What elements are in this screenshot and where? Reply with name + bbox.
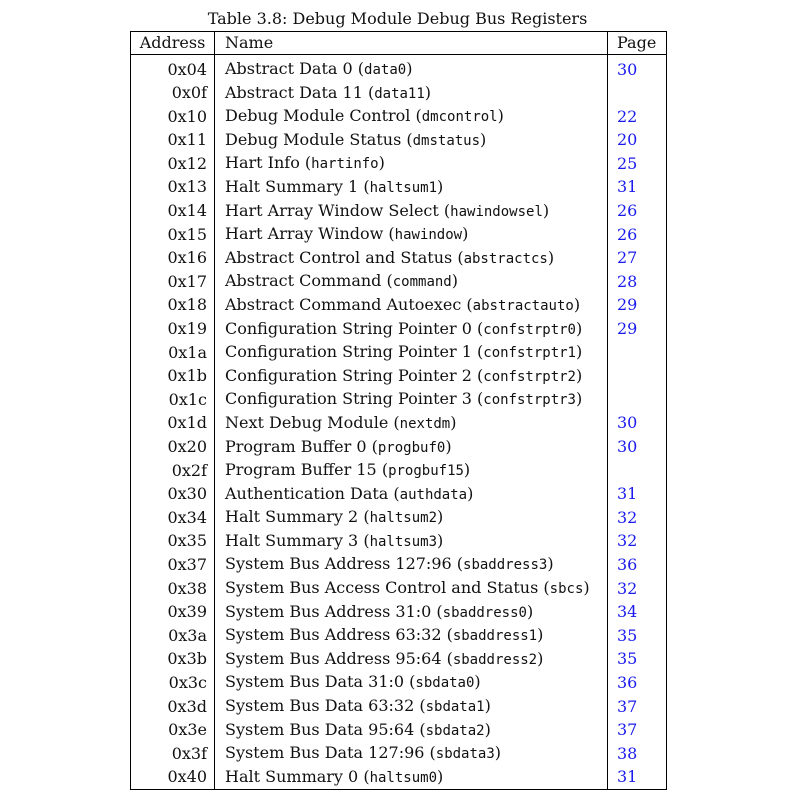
register-mnemonic: dmstatus — [412, 132, 481, 149]
register-name-cell: Hart Array Window (hawindow) — [215, 223, 608, 247]
page-link[interactable]: 32 — [608, 577, 667, 601]
register-address: 0x3b — [131, 648, 215, 672]
table-row — [131, 483, 667, 507]
page-link[interactable]: 30 — [608, 55, 667, 82]
register-name: System Bus Address 95:64 — [225, 648, 442, 668]
register-mnemonic: sbdata3 — [435, 746, 495, 763]
register-address: 0x04 — [131, 55, 215, 82]
table-row — [131, 223, 667, 247]
debug-bus-registers-table — [130, 31, 667, 790]
register-mnemonic: authdata — [399, 486, 468, 503]
column-header-page: Page — [608, 32, 667, 55]
page-link[interactable]: 27 — [608, 247, 667, 271]
table-row — [131, 341, 667, 365]
register-address: 0x13 — [131, 176, 215, 200]
register-address: 0x15 — [131, 223, 215, 247]
register-name: Halt Summary 3 — [225, 530, 359, 550]
register-name-cell: System Bus Data 95:64 (sbdata2) — [215, 719, 608, 743]
register-name-cell: Halt Summary 1 (haltsum1) — [215, 176, 608, 200]
register-name: System Bus Data 31:0 — [225, 672, 405, 692]
table-row — [131, 200, 667, 224]
page-link[interactable]: 31 — [608, 766, 667, 790]
table-row — [131, 459, 667, 483]
page-link[interactable]: 35 — [608, 624, 667, 648]
register-name: Hart Array Window — [225, 224, 384, 244]
page-link[interactable]: 30 — [608, 436, 667, 460]
register-name-cell: Program Buffer 0 (progbuf0) — [215, 436, 608, 460]
register-mnemonic: confstrptr2 — [483, 368, 576, 385]
page-link[interactable]: 31 — [608, 483, 667, 507]
register-name: Next Debug Module — [225, 412, 389, 432]
table-row — [131, 624, 667, 648]
page-link — [608, 459, 667, 483]
register-name: Hart Info — [225, 153, 300, 173]
register-name-cell: System Bus Address 63:32 (sbaddress1) — [215, 624, 608, 648]
register-name: System Bus Data 63:32 — [225, 696, 415, 716]
table-row — [131, 365, 667, 389]
table-row — [131, 719, 667, 743]
register-address: 0x20 — [131, 436, 215, 460]
register-name-cell: System Bus Address 31:0 (sbaddress0) — [215, 601, 608, 625]
column-header-address: Address — [131, 32, 215, 55]
register-mnemonic: data0 — [364, 62, 407, 78]
page-link[interactable]: 36 — [608, 671, 667, 695]
register-mnemonic: haltsum3 — [369, 533, 437, 550]
table-row — [131, 530, 667, 554]
register-address: 0x1b — [131, 365, 215, 389]
register-mnemonic: sbdata2 — [425, 722, 485, 739]
table-row — [131, 270, 667, 294]
page-link[interactable]: 37 — [608, 719, 667, 743]
register-name-cell: Debug Module Status (dmstatus) — [215, 129, 608, 153]
page-link[interactable]: 36 — [608, 553, 667, 577]
table-row — [131, 82, 667, 106]
table-row — [131, 695, 667, 719]
page-link[interactable]: 37 — [608, 695, 667, 719]
table-row — [131, 152, 667, 176]
register-address: 0x1a — [131, 341, 215, 365]
register-mnemonic: confstrptr0 — [483, 321, 576, 338]
register-name: Hart Array Window Select — [225, 200, 439, 220]
table-row — [131, 671, 667, 695]
register-mnemonic: hawindow — [394, 227, 463, 244]
register-name: Configuration String Pointer 2 — [225, 365, 472, 385]
register-name: Halt Summary 1 — [225, 176, 359, 196]
table-row — [131, 388, 667, 412]
register-mnemonic: sbdata1 — [425, 699, 485, 716]
register-mnemonic: sbaddress3 — [463, 557, 548, 574]
register-mnemonic: confstrptr3 — [483, 392, 576, 409]
register-name-cell: Authentication Data (authdata) — [215, 483, 608, 507]
register-mnemonic: sbdata0 — [415, 675, 475, 692]
page-link — [608, 82, 667, 106]
page-link[interactable]: 29 — [608, 294, 667, 318]
page-link — [608, 341, 667, 365]
table-row — [131, 553, 667, 577]
register-name-cell: Halt Summary 2 (haltsum2) — [215, 506, 608, 530]
register-name-cell: System Bus Address 95:64 (sbaddress2) — [215, 648, 608, 672]
register-name: Configuration String Pointer 3 — [225, 389, 472, 409]
table-row — [131, 601, 667, 625]
register-mnemonic: dmcontrol — [421, 109, 498, 126]
page-link[interactable]: 26 — [608, 200, 667, 224]
register-mnemonic: abstractauto — [472, 297, 574, 314]
register-address: 0x0f — [131, 82, 215, 106]
table-row — [131, 129, 667, 153]
register-name: Program Buffer 0 — [225, 436, 367, 456]
register-name-cell: System Bus Data 127:96 (sbdata3) — [215, 742, 608, 766]
page-link[interactable]: 28 — [608, 270, 667, 294]
register-mnemonic: progbuf15 — [388, 463, 464, 480]
register-mnemonic: haltsum1 — [369, 179, 437, 196]
page-link[interactable]: 20 — [608, 129, 667, 153]
table-row — [131, 577, 667, 601]
register-address: 0x17 — [131, 270, 215, 294]
register-address: 0x34 — [131, 506, 215, 530]
page-link[interactable]: 31 — [608, 176, 667, 200]
table-row — [131, 742, 667, 766]
page-link[interactable]: 32 — [608, 530, 667, 554]
table-row — [131, 105, 667, 129]
table-row — [131, 506, 667, 530]
register-mnemonic: command — [392, 274, 452, 291]
register-mnemonic: nextdm — [399, 415, 451, 432]
table-row — [131, 648, 667, 672]
register-name: Configuration String Pointer 1 — [225, 342, 472, 362]
register-name-cell: System Bus Data 31:0 (sbdata0) — [215, 671, 608, 695]
register-name-cell: Configuration String Pointer 1 (confstrptr1) — [215, 341, 608, 365]
register-address: 0x38 — [131, 577, 215, 601]
table-row — [131, 176, 667, 200]
register-address: 0x39 — [131, 601, 215, 625]
register-address: 0x35 — [131, 530, 215, 554]
register-name-cell: Hart Array Window Select (hawindowsel) — [215, 200, 608, 224]
register-name-cell: Abstract Control and Status (abstractcs) — [215, 247, 608, 271]
register-address: 0x14 — [131, 200, 215, 224]
table-row — [131, 294, 667, 318]
page-link[interactable]: 38 — [608, 742, 667, 766]
register-mnemonic: sbaddress2 — [452, 651, 538, 668]
register-mnemonic: sbcs — [549, 581, 584, 598]
register-name-cell: Configuration String Pointer 2 (confstrptr2) — [215, 365, 608, 389]
register-address: 0x3a — [131, 624, 215, 648]
page-link[interactable]: 34 — [608, 601, 667, 625]
register-address: 0x1d — [131, 412, 215, 436]
table-header-row — [131, 32, 667, 55]
register-address: 0x10 — [131, 105, 215, 129]
register-mnemonic: haltsum0 — [369, 769, 437, 786]
register-name: System Bus Address 31:0 — [225, 601, 432, 621]
register-name: System Bus Address 127:96 — [225, 554, 452, 574]
register-name: Configuration String Pointer 0 — [225, 318, 472, 338]
register-address: 0x2f — [131, 459, 215, 483]
page-link — [608, 388, 667, 412]
register-address: 0x3e — [131, 719, 215, 743]
register-name-cell: System Bus Access Control and Status (sbcs) — [215, 577, 608, 601]
register-name: Halt Summary 2 — [225, 507, 359, 527]
register-name: System Bus Data 95:64 — [225, 719, 415, 739]
register-mnemonic: data11 — [374, 85, 425, 102]
register-mnemonic: hawindowsel — [450, 203, 543, 220]
register-mnemonic: confstrptr1 — [483, 345, 576, 362]
register-name-cell: Next Debug Module (nextdm) — [215, 412, 608, 436]
register-name: System Bus Data 127:96 — [225, 743, 425, 763]
register-mnemonic: sbaddress0 — [442, 604, 527, 621]
register-name-cell: Hart Info (hartinfo) — [215, 152, 608, 176]
register-address: 0x40 — [131, 766, 215, 790]
table-caption: Table 3.8: Debug Module Debug Bus Registers — [207, 9, 588, 28]
page-link[interactable]: 32 — [608, 506, 667, 530]
register-mnemonic: haltsum2 — [369, 510, 437, 527]
register-name-cell: Halt Summary 3 (haltsum3) — [215, 530, 608, 554]
register-address: 0x37 — [131, 553, 215, 577]
register-name-cell: System Bus Data 63:32 (sbdata1) — [215, 695, 608, 719]
register-name-cell: Configuration String Pointer 0 (confstrptr0) — [215, 318, 608, 342]
column-header-name: Name — [215, 32, 608, 55]
table-row — [131, 318, 667, 342]
page-link[interactable]: 30 — [608, 412, 667, 436]
page-link — [608, 365, 667, 389]
register-name-cell: Halt Summary 0 (haltsum0) — [215, 766, 608, 790]
register-address: 0x19 — [131, 318, 215, 342]
register-address: 0x12 — [131, 152, 215, 176]
register-mnemonic: sbaddress1 — [452, 628, 538, 645]
table-row — [131, 766, 667, 790]
register-address: 0x16 — [131, 247, 215, 271]
table-row — [131, 412, 667, 436]
register-address: 0x3d — [131, 695, 215, 719]
table-row — [131, 55, 667, 82]
page-link[interactable]: 35 — [608, 648, 667, 672]
page-link[interactable]: 26 — [608, 223, 667, 247]
register-address: 0x1c — [131, 388, 215, 412]
register-name-cell: Abstract Command Autoexec (abstractauto) — [215, 294, 608, 318]
register-mnemonic: hartinfo — [311, 156, 379, 173]
table-row — [131, 436, 667, 460]
register-name: Authentication Data — [225, 483, 389, 503]
page-link[interactable]: 29 — [608, 318, 667, 342]
register-name: Debug Module Control — [225, 106, 411, 126]
register-name: Abstract Control and Status — [225, 247, 453, 267]
register-name: Abstract Command Autoexec — [225, 294, 462, 314]
register-name-cell: Program Buffer 15 (progbuf15) — [215, 459, 608, 483]
register-name: Abstract Data 11 — [225, 82, 363, 102]
register-address: 0x3f — [131, 742, 215, 766]
register-mnemonic: abstractcs — [463, 250, 548, 267]
table-row — [131, 247, 667, 271]
register-name-cell: Debug Module Control (dmcontrol) — [215, 105, 608, 129]
register-name: Debug Module Status — [225, 129, 402, 149]
page-link[interactable]: 22 — [608, 105, 667, 129]
register-address: 0x18 — [131, 294, 215, 318]
register-name: System Bus Address 63:32 — [225, 625, 442, 645]
register-address: 0x30 — [131, 483, 215, 507]
register-name: Abstract Command — [225, 271, 382, 291]
register-name: Halt Summary 0 — [225, 766, 359, 786]
register-name: Program Buffer 15 — [225, 460, 377, 480]
register-name-cell: Abstract Data 11 (data11) — [215, 82, 608, 106]
register-mnemonic: progbuf0 — [377, 439, 446, 456]
register-address: 0x3c — [131, 671, 215, 695]
register-name-cell: Abstract Data 0 (data0) — [215, 55, 608, 82]
register-address: 0x11 — [131, 129, 215, 153]
register-name: System Bus Access Control and Status — [225, 578, 539, 598]
register-name-cell: Abstract Command (command) — [215, 270, 608, 294]
register-name: Abstract Data 0 — [225, 59, 353, 78]
register-name-cell: System Bus Address 127:96 (sbaddress3) — [215, 553, 608, 577]
register-name-cell: Configuration String Pointer 3 (confstrptr3) — [215, 388, 608, 412]
page-link[interactable]: 25 — [608, 152, 667, 176]
